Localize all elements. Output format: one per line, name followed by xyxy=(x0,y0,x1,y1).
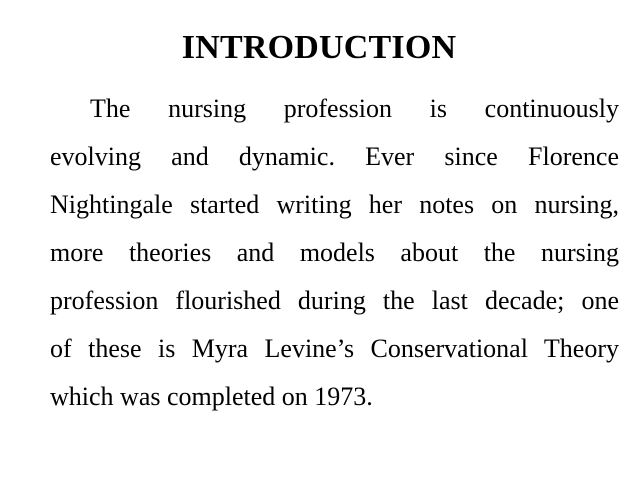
paragraph-line-4: more theories and models about the nursing xyxy=(50,238,619,267)
paragraph-line-2: evolving and dynamic. Ever since Florence xyxy=(50,142,619,171)
paragraph-line-5: profession flourished during the last decade; one xyxy=(50,286,619,315)
paragraph-line-7: which was completed on 1973. xyxy=(50,382,373,411)
paragraph-line-6: of these is Myra Levine’s Conservational Theory xyxy=(50,334,619,363)
paragraph-line-3: Nightingale started writing her notes on nursing, xyxy=(50,190,619,219)
paragraph-line-1: The nursing profession is continuously xyxy=(90,94,619,123)
slide-title: INTRODUCTION xyxy=(181,29,457,66)
body-paragraph xyxy=(50,85,619,421)
